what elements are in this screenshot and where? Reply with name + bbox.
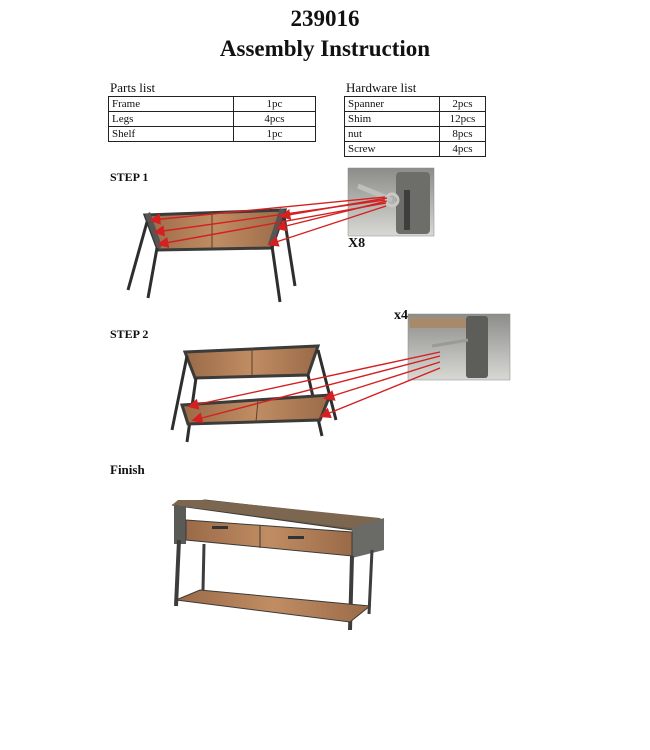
step-1-multiplier: X8 (348, 236, 366, 251)
hardware-name: Screw (345, 142, 440, 157)
step-2-frame-diagram (172, 346, 336, 442)
step-1-frame-diagram (128, 208, 295, 302)
hardware-name: Shim (345, 112, 440, 127)
parts-list-caption: Parts list (110, 80, 156, 95)
part-qty: 4pcs (234, 112, 316, 127)
step-2-detail-photo (408, 314, 510, 380)
part-name: Frame (109, 97, 234, 112)
document-title: Assembly Instruction (219, 36, 431, 61)
part-name: Legs (109, 112, 234, 127)
hardware-qty: 12pcs (440, 112, 486, 127)
finish-label: Finish (110, 462, 145, 477)
step-2-label: STEP 2 (110, 327, 149, 341)
document-number: 239016 (290, 6, 360, 31)
hardware-name: nut (345, 127, 440, 142)
part-name: Shelf (109, 127, 234, 142)
part-qty: 1pc (234, 127, 316, 142)
hardware-list-caption: Hardware list (346, 80, 417, 95)
finished-table-diagram (172, 500, 384, 630)
hardware-qty: 2pcs (440, 97, 486, 112)
step-2-multiplier: x4 (394, 308, 408, 323)
part-qty: 1pc (234, 97, 316, 112)
hardware-name: Spanner (345, 97, 440, 112)
hardware-qty: 8pcs (440, 127, 486, 142)
step-1-label: STEP 1 (110, 170, 149, 184)
hardware-qty: 4pcs (440, 142, 486, 157)
